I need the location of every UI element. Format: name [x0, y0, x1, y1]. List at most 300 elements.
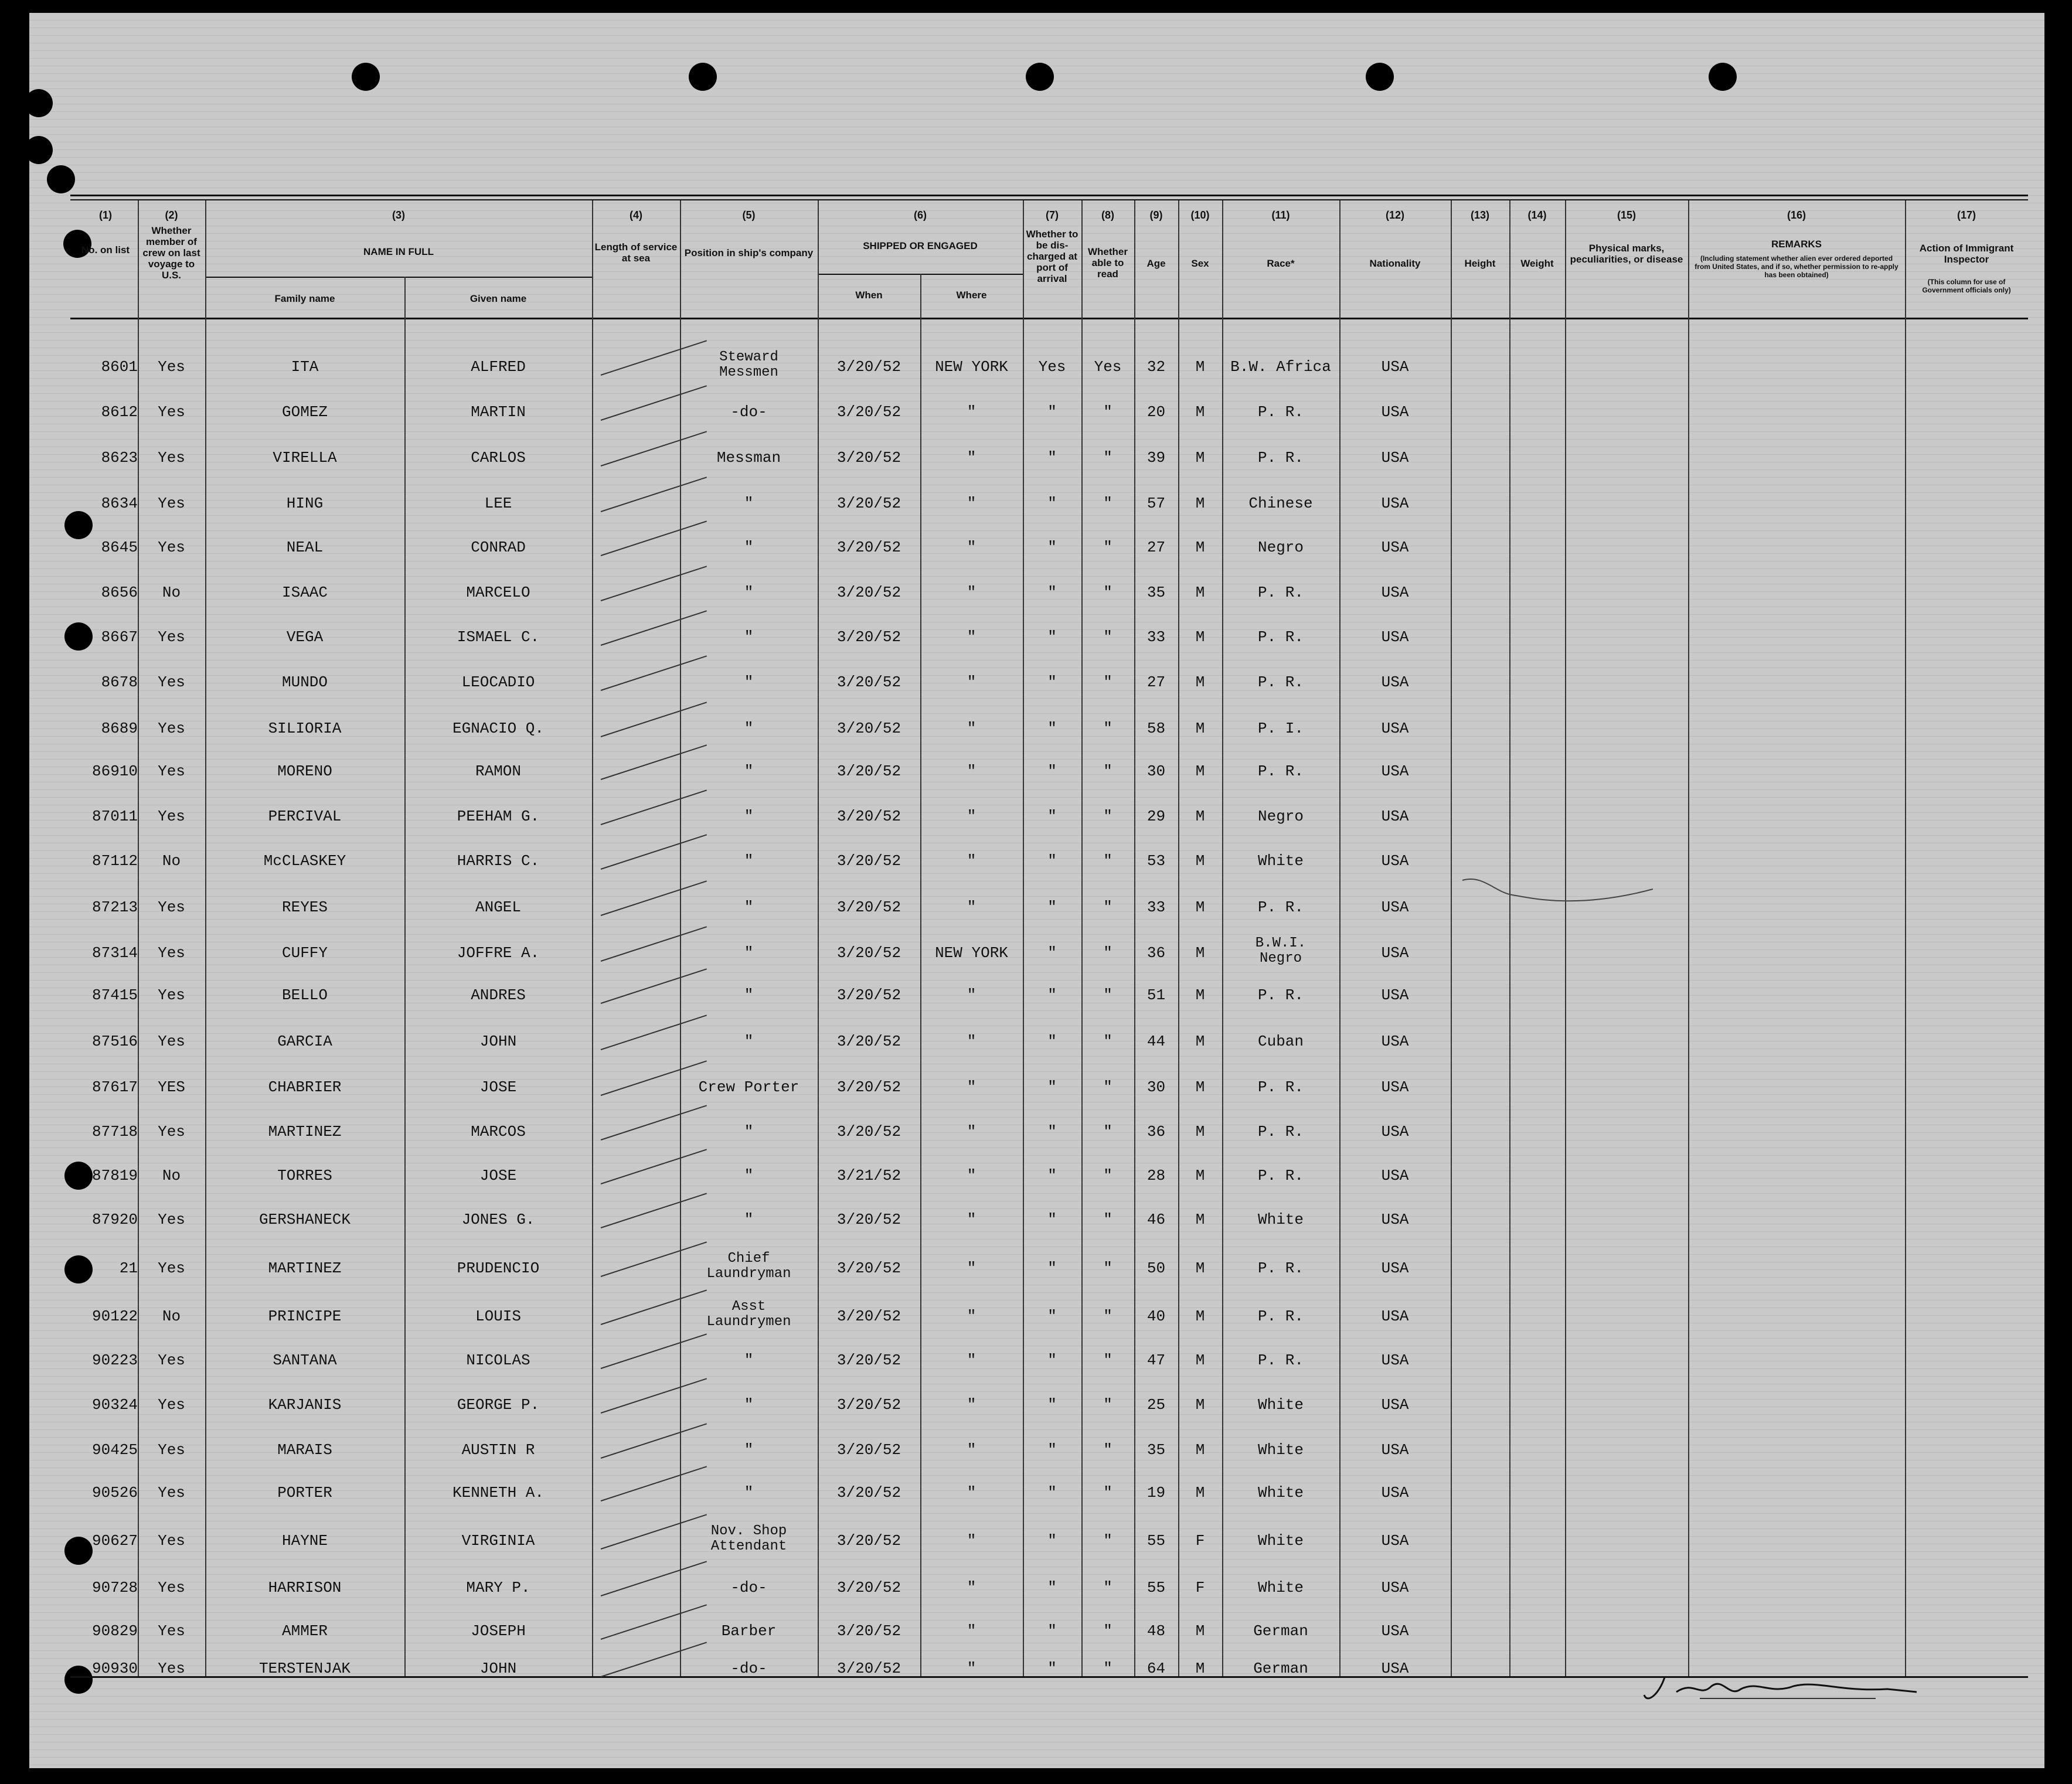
list-number: 90526 — [91, 1484, 138, 1502]
discharged: " — [1047, 1579, 1057, 1596]
shipped-when: 3/20/52 — [836, 403, 901, 421]
column-number: (13) — [1470, 209, 1489, 221]
sex: M — [1195, 403, 1205, 421]
column-header: Position in ship's company — [684, 247, 814, 258]
sex: M — [1195, 449, 1205, 467]
age: 39 — [1146, 449, 1166, 467]
punch-hole — [689, 63, 717, 91]
sex: M — [1195, 1660, 1205, 1677]
age: 51 — [1146, 986, 1166, 1004]
column-divider — [404, 277, 406, 1676]
discharged: " — [1047, 1484, 1057, 1502]
nationality: USA — [1381, 762, 1409, 780]
age: 30 — [1146, 1078, 1166, 1096]
column-number: (12) — [1385, 209, 1404, 221]
punch-hole — [1026, 63, 1054, 91]
list-number: 90122 — [91, 1308, 138, 1325]
shipped-where: " — [967, 449, 977, 467]
family-name: PRINCIPE — [268, 1308, 342, 1325]
column-header: Nationality — [1369, 258, 1421, 269]
column-header: Age — [1146, 258, 1166, 269]
sex: F — [1195, 1579, 1205, 1596]
column-header: Weight — [1520, 258, 1554, 269]
given-name: LEOCADIO — [461, 673, 535, 691]
list-number: 87617 — [91, 1078, 138, 1096]
given-name: ANGEL — [475, 898, 521, 916]
last-voyage: Yes — [158, 898, 185, 916]
list-number: 90223 — [91, 1351, 138, 1369]
sex: M — [1195, 1167, 1205, 1184]
line-field — [100, 1683, 117, 1700]
shipped-when: 3/20/52 — [836, 852, 901, 870]
list-number: 21 — [119, 1259, 138, 1277]
punch-hole — [1366, 63, 1394, 91]
position: -do- — [730, 1660, 767, 1677]
shipped-when: 3/20/52 — [836, 1123, 901, 1140]
shipped-when: 3/20/52 — [836, 1308, 901, 1325]
punch-hole — [29, 136, 53, 164]
discharged: " — [1047, 1308, 1057, 1325]
nationality: USA — [1381, 584, 1409, 601]
nationality: USA — [1381, 986, 1409, 1004]
age: 30 — [1146, 762, 1166, 780]
sex: M — [1195, 898, 1205, 916]
owners-field — [539, 1683, 551, 1700]
discharged: " — [1047, 449, 1057, 467]
sex: M — [1195, 944, 1205, 962]
family-name: VEGA — [286, 628, 324, 646]
shipped-when: 3/20/52 — [836, 1396, 901, 1414]
position: " — [744, 762, 754, 780]
given-name: MARY P. — [466, 1579, 530, 1596]
race: White — [1257, 1211, 1304, 1228]
nationality: USA — [1381, 1033, 1409, 1050]
sex: M — [1195, 1622, 1205, 1640]
race: P. R. — [1257, 1259, 1304, 1277]
position: Messman — [716, 449, 781, 467]
position: " — [744, 1123, 754, 1140]
column-divider — [1509, 200, 1510, 1676]
given-name: LEE — [484, 495, 512, 512]
shipped-when: 3/21/52 — [836, 1167, 901, 1184]
position: " — [744, 1167, 754, 1184]
nationality: USA — [1381, 1660, 1409, 1677]
position: " — [744, 539, 754, 556]
last-voyage: Yes — [158, 1123, 185, 1140]
position: " — [744, 628, 754, 646]
family-name: MORENO — [277, 762, 332, 780]
age: 55 — [1146, 1532, 1166, 1550]
shipped-where: " — [967, 762, 977, 780]
shipped-when: 3/20/52 — [836, 898, 901, 916]
able-to-read: " — [1103, 1308, 1112, 1325]
race: P. R. — [1257, 762, 1304, 780]
nationality: USA — [1381, 1167, 1409, 1184]
list-number: 87920 — [91, 1211, 138, 1228]
shipped-where: " — [967, 1532, 977, 1550]
column-header: Whether member of crew on last voyage to U.S. — [142, 225, 200, 281]
list-number: 8667 — [101, 628, 138, 646]
where-header: Where — [956, 290, 987, 301]
able-to-read: " — [1103, 1579, 1112, 1596]
nationality: USA — [1381, 1532, 1409, 1550]
age: 48 — [1146, 1622, 1166, 1640]
able-to-read: " — [1103, 852, 1112, 870]
position: " — [744, 720, 754, 737]
shipped-when: 3/20/52 — [836, 986, 901, 1004]
able-to-read: " — [1103, 944, 1112, 962]
able-to-read: " — [1103, 1484, 1112, 1502]
family-name: HING — [286, 495, 324, 512]
shipped-when: 3/20/52 — [836, 1484, 901, 1502]
officer-signature — [1641, 1669, 1934, 1710]
race: B.W.I. Negro — [1255, 935, 1307, 966]
list-number: 87819 — [91, 1167, 138, 1184]
shipped-when: 3/20/52 — [836, 449, 901, 467]
family-name: MARAIS — [277, 1441, 332, 1459]
family-name: ISAAC — [281, 584, 328, 601]
given-name: PEEHAM G. — [457, 808, 540, 825]
discharged: " — [1047, 539, 1057, 556]
nationality: USA — [1381, 1078, 1409, 1096]
list-number: 8645 — [101, 539, 138, 556]
race: P. R. — [1257, 1167, 1304, 1184]
shipped-when: 3/20/52 — [836, 762, 901, 780]
column-header: Height — [1464, 258, 1496, 269]
race: P. R. — [1257, 1078, 1304, 1096]
list-number: 8689 — [101, 720, 138, 737]
nationality: USA — [1381, 1259, 1409, 1277]
nationality: USA — [1381, 944, 1409, 962]
shipped-where: " — [967, 1351, 977, 1369]
nationality: USA — [1381, 808, 1409, 825]
column-header: Whether to be dis-charged at port of arrival — [1026, 229, 1078, 284]
family-name: TERSTENJAK — [258, 1660, 351, 1677]
given-name: VIRGINIA — [461, 1532, 535, 1550]
nationality: USA — [1381, 1396, 1409, 1414]
age: 47 — [1146, 1351, 1166, 1369]
given-name: JOSE — [479, 1078, 517, 1096]
family-name: CHABRIER — [268, 1078, 342, 1096]
sex: M — [1195, 986, 1205, 1004]
discharged: " — [1047, 1532, 1057, 1550]
last-voyage: No — [162, 584, 181, 601]
last-voyage: Yes — [158, 1660, 185, 1677]
column-number: (9) — [1149, 209, 1163, 221]
race: Cuban — [1257, 1033, 1304, 1050]
age: 19 — [1146, 1484, 1166, 1502]
given-name: GEORGE P. — [457, 1396, 540, 1414]
age: 33 — [1146, 628, 1166, 646]
race: Negro — [1257, 808, 1304, 825]
shipped-where: " — [967, 628, 977, 646]
discharged: " — [1047, 584, 1057, 601]
age: 50 — [1146, 1259, 1166, 1277]
shipped-where: " — [967, 1484, 977, 1502]
family-name-header: Family name — [274, 293, 335, 304]
family-name: HAYNE — [281, 1532, 328, 1550]
race: P. R. — [1257, 1308, 1304, 1325]
shipped-when: 3/20/52 — [836, 1579, 901, 1596]
list-number: 87011 — [91, 808, 138, 825]
column-divider — [920, 274, 921, 1676]
race: P. R. — [1257, 1351, 1304, 1369]
given-name: ISMAEL C. — [457, 628, 540, 646]
discharged: " — [1047, 898, 1057, 916]
nationality: USA — [1381, 1351, 1409, 1369]
able-to-read: " — [1103, 762, 1112, 780]
sex: M — [1195, 808, 1205, 825]
column-header: Race* — [1267, 258, 1295, 269]
given-name: MARCOS — [471, 1123, 526, 1140]
list-number: 87415 — [91, 986, 138, 1004]
column-number: (5) — [742, 209, 756, 221]
age: 36 — [1146, 1123, 1166, 1140]
shipped-when: 3/20/52 — [836, 1351, 901, 1369]
signature-underline — [1700, 1698, 1876, 1699]
position: " — [744, 1211, 754, 1228]
last-voyage: Yes — [158, 358, 185, 376]
able-to-read: " — [1103, 1532, 1112, 1550]
position: -do- — [730, 1579, 767, 1596]
shipped-when: 3/20/52 — [836, 673, 901, 691]
race: P. R. — [1257, 449, 1304, 467]
name-subheader-rule — [205, 277, 592, 278]
column-header: Sex — [1191, 258, 1209, 269]
family-name: MARTINEZ — [268, 1123, 342, 1140]
list-number: 8656 — [101, 584, 138, 601]
column-header: Length of service at sea — [594, 241, 678, 264]
race: P. I. — [1257, 720, 1304, 737]
shipped-where: " — [967, 1211, 977, 1228]
last-voyage: Yes — [158, 986, 185, 1004]
position: " — [744, 1441, 754, 1459]
discharged: " — [1047, 1259, 1057, 1277]
list-number: 86910 — [91, 762, 138, 780]
column-number: (15) — [1617, 209, 1636, 221]
age: 29 — [1146, 808, 1166, 825]
family-name: REYES — [281, 898, 328, 916]
nationality: USA — [1381, 403, 1409, 421]
remarks-subheader: (Including statement whether alien ever ordered deported from United States, and if so, whether permission to re-apply has been obtained) — [1695, 254, 1899, 279]
column-divider — [592, 200, 593, 1676]
shipped-when: 3/20/52 — [836, 720, 901, 737]
given-name: PRUDENCIO — [457, 1259, 540, 1277]
shipped-where: " — [967, 673, 977, 691]
able-to-read: " — [1103, 720, 1112, 737]
shipped-where: " — [967, 808, 977, 825]
family-name: GOMEZ — [281, 403, 328, 421]
last-voyage: Yes — [158, 944, 185, 962]
position: Chief Laundryman — [706, 1251, 791, 1282]
position: " — [744, 1396, 754, 1414]
able-to-read: " — [1103, 1123, 1112, 1140]
given-name-header: Given name — [469, 293, 527, 304]
given-name: ALFRED — [471, 358, 526, 376]
family-name: AMMER — [281, 1622, 328, 1640]
age: 46 — [1146, 1211, 1166, 1228]
last-voyage: Yes — [158, 673, 185, 691]
column-header: Physical marks, peculiarities, or disease — [1570, 243, 1683, 265]
last-voyage: Yes — [158, 1484, 185, 1502]
discharged: " — [1047, 673, 1057, 691]
column-header: NAME IN FULL — [363, 246, 434, 257]
position: " — [744, 1484, 754, 1502]
able-to-read: " — [1103, 584, 1112, 601]
sex: M — [1195, 762, 1205, 780]
able-to-read: " — [1103, 808, 1112, 825]
last-voyage: Yes — [158, 1259, 185, 1277]
shipped-where: " — [967, 1259, 977, 1277]
last-voyage: Yes — [158, 1532, 185, 1550]
shipped-where: " — [967, 539, 977, 556]
family-name: NEAL — [286, 539, 324, 556]
race: P. R. — [1257, 628, 1304, 646]
discharged: " — [1047, 1660, 1057, 1677]
nationality: USA — [1381, 1484, 1409, 1502]
last-voyage: No — [162, 1167, 181, 1184]
family-name: MUNDO — [281, 673, 328, 691]
sex: M — [1195, 1259, 1205, 1277]
able-to-read: " — [1103, 1351, 1112, 1369]
shipped-where: " — [967, 852, 977, 870]
age: 27 — [1146, 539, 1166, 556]
able-to-read: " — [1103, 1078, 1112, 1096]
family-name: MARTINEZ — [268, 1259, 342, 1277]
given-name: JONES G. — [461, 1211, 535, 1228]
last-voyage: Yes — [158, 1441, 185, 1459]
age: 25 — [1146, 1396, 1166, 1414]
column-number: (3) — [392, 209, 405, 221]
able-to-read: " — [1103, 1033, 1112, 1050]
punch-hole — [352, 63, 380, 91]
shipped-where: " — [967, 1033, 977, 1050]
nationality: USA — [1381, 1622, 1409, 1640]
able-to-read: Yes — [1094, 358, 1122, 376]
punch-hole — [47, 165, 75, 193]
discharged: " — [1047, 1033, 1057, 1050]
nationality: USA — [1381, 673, 1409, 691]
family-name: SANTANA — [273, 1351, 337, 1369]
last-voyage: No — [162, 852, 181, 870]
sex: M — [1195, 358, 1205, 376]
vessel-line — [299, 166, 592, 184]
nationality: USA — [1381, 720, 1409, 737]
list-number: 8612 — [101, 403, 138, 421]
position: " — [744, 1033, 754, 1050]
family-name: TORRES — [277, 1167, 332, 1184]
shipped-where: " — [967, 1308, 977, 1325]
last-voyage: Yes — [158, 1211, 185, 1228]
last-voyage: Yes — [158, 762, 185, 780]
last-voyage: Yes — [158, 1351, 185, 1369]
table-top-rule — [70, 199, 2028, 200]
shipped-when: 3/20/52 — [836, 1660, 901, 1677]
able-to-read: " — [1103, 1259, 1112, 1277]
discharged: " — [1047, 944, 1057, 962]
list-number: 90728 — [91, 1579, 138, 1596]
header-bottom-rule — [70, 318, 2028, 319]
list-number: 90425 — [91, 1441, 138, 1459]
list-number: 8678 — [101, 673, 138, 691]
shipped-when: 3/20/52 — [836, 1033, 901, 1050]
nationality: USA — [1381, 1579, 1409, 1596]
shipped-where: " — [967, 1579, 977, 1596]
sex: M — [1195, 1211, 1205, 1228]
position: " — [744, 986, 754, 1004]
last-voyage: Yes — [158, 808, 185, 825]
shipped-where: " — [967, 1078, 977, 1096]
column-header: Whether able to read — [1088, 246, 1128, 280]
race: P. R. — [1257, 986, 1304, 1004]
sex: M — [1195, 628, 1205, 646]
shipped-when: 3/20/52 — [836, 539, 901, 556]
shipped-where: " — [967, 1123, 977, 1140]
action-subheader: (This column for use of Government officials only) — [1922, 278, 2011, 294]
list-number: 87718 — [91, 1123, 138, 1140]
nationality: USA — [1381, 358, 1409, 376]
last-voyage: No — [162, 1308, 181, 1325]
when-header: When — [855, 290, 883, 301]
list-number: 87112 — [91, 852, 138, 870]
shipped-when: 3/20/52 — [836, 944, 901, 962]
shipped-when: 3/20/52 — [836, 1441, 901, 1459]
manifest-sheet — [29, 13, 2044, 1768]
family-name: BELLO — [281, 986, 328, 1004]
table-top-rule — [70, 195, 2028, 196]
age: 36 — [1146, 944, 1166, 962]
race: B.W. Africa — [1230, 358, 1331, 376]
age: 27 — [1146, 673, 1166, 691]
given-name: JOHN — [479, 1660, 517, 1677]
shipped-where: " — [967, 403, 977, 421]
column-header: No. on list — [81, 244, 130, 256]
age: 35 — [1146, 584, 1166, 601]
position: " — [744, 852, 754, 870]
family-name: HARRISON — [268, 1579, 342, 1596]
list-number: 87516 — [91, 1033, 138, 1050]
last-voyage: Yes — [158, 403, 185, 421]
family-name: SILIORIA — [268, 720, 342, 737]
able-to-read: " — [1103, 1622, 1112, 1640]
column-number: (8) — [1101, 209, 1114, 221]
discharged: " — [1047, 1078, 1057, 1096]
last-voyage: Yes — [158, 628, 185, 646]
age: 33 — [1146, 898, 1166, 916]
able-to-read: " — [1103, 1441, 1112, 1459]
age: 64 — [1146, 1660, 1166, 1677]
family-name: ITA — [291, 358, 319, 376]
discharged: " — [1047, 1211, 1057, 1228]
race: White — [1257, 1484, 1304, 1502]
list-number: 90627 — [91, 1532, 138, 1550]
column-number: (6) — [914, 209, 927, 221]
column-divider — [1688, 200, 1689, 1676]
age: 32 — [1146, 358, 1166, 376]
given-name: EGNACIO Q. — [452, 720, 545, 737]
discharged: Yes — [1038, 358, 1066, 376]
position: Nov. Shop Attendant — [710, 1523, 787, 1554]
shipped-where: " — [967, 1441, 977, 1459]
shipped-where: " — [967, 720, 977, 737]
shipped-where: " — [967, 1167, 977, 1184]
age: 55 — [1146, 1579, 1166, 1596]
sex: M — [1195, 1078, 1205, 1096]
last-voyage: Yes — [158, 449, 185, 467]
family-name: CUFFY — [281, 944, 328, 962]
discharged: " — [1047, 762, 1057, 780]
column-header: SHIPPED OR ENGAGED — [863, 240, 978, 251]
